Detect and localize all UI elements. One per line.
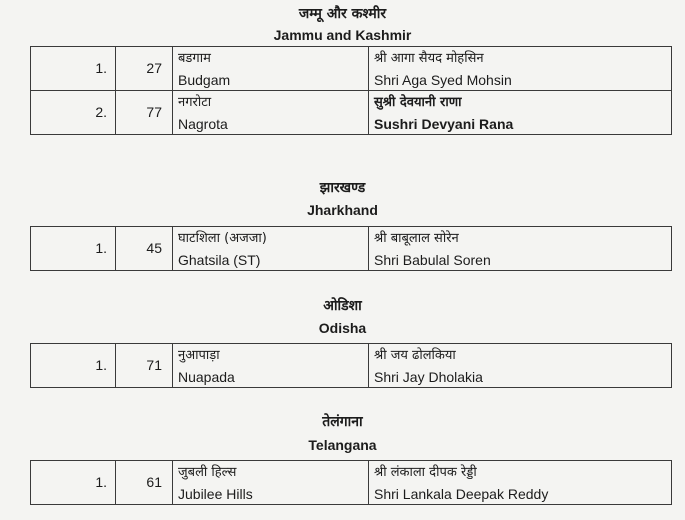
constituency-name-english: Budgam (178, 72, 231, 88)
candidate-name-hindi: श्री आगा सैयद मोहसिन (374, 51, 484, 66)
candidate-name-hindi: श्री बाबूलाल सोरेन (374, 231, 459, 246)
candidate-name-english: Sushri Devyani Rana (374, 116, 514, 132)
constituency-name-english: Nuapada (178, 369, 235, 385)
serial-number: 2. (95, 104, 107, 120)
constituency-name-hindi: घाटशिला (अजजा) (178, 231, 267, 246)
serial-number: 1. (95, 474, 107, 490)
constituency-name-english: Jubilee Hills (178, 486, 253, 502)
state-heading-english: Odisha (318, 320, 367, 336)
state-heading-english: Telangana (308, 437, 377, 453)
candidate-table-telangana (30, 460, 672, 505)
state-heading-hindi: ओडिशा (323, 298, 362, 314)
candidate-name-hindi: श्री लंकाला दीपक रेड्डी (374, 465, 477, 480)
candidate-name-hindi: सुश्री देवयानी राणा (374, 95, 462, 110)
table-row (31, 47, 672, 91)
table-row (31, 227, 672, 271)
candidate-name-english: Shri Aga Syed Mohsin (374, 72, 512, 88)
serial-number: 1. (95, 60, 107, 76)
state-heading-hindi: तेलंगाना (322, 414, 363, 430)
candidate-table-jammu-kashmir (30, 46, 672, 135)
constituency-number: 71 (146, 357, 162, 373)
constituency-name-hindi: नुआपाड़ा (178, 348, 220, 363)
constituency-name-english: Ghatsila (ST) (178, 252, 261, 268)
constituency-number: 27 (146, 60, 162, 76)
state-heading-hindi: झारखण्ड (319, 180, 366, 196)
candidate-table-odisha (30, 343, 672, 388)
constituency-number: 77 (146, 104, 162, 120)
constituency-name-hindi: बडगाम (178, 51, 211, 66)
candidate-table-jharkhand (30, 226, 672, 271)
candidate-name-english: Shri Jay Dholakia (374, 369, 483, 385)
table-row (31, 91, 672, 135)
constituency-name-english: Nagrota (178, 116, 228, 132)
constituency-name-hindi: नगरोटा (178, 95, 212, 110)
candidate-name-english: Shri Lankala Deepak Reddy (374, 486, 549, 502)
table-row (31, 344, 672, 388)
state-heading-english: Jharkhand (307, 202, 378, 218)
constituency-number: 45 (146, 240, 162, 256)
serial-number: 1. (95, 240, 107, 256)
state-heading-english: Jammu and Kashmir (273, 27, 412, 43)
candidate-name-hindi: श्री जय ढोलकिया (374, 348, 456, 363)
constituency-name-hindi: जुबली हिल्स (178, 465, 237, 480)
table-row (31, 461, 672, 505)
constituency-number: 61 (146, 474, 162, 490)
candidate-name-english: Shri Babulal Soren (374, 252, 491, 268)
state-heading-hindi: जम्मू और कश्मीर (298, 6, 387, 22)
serial-number: 1. (95, 357, 107, 373)
